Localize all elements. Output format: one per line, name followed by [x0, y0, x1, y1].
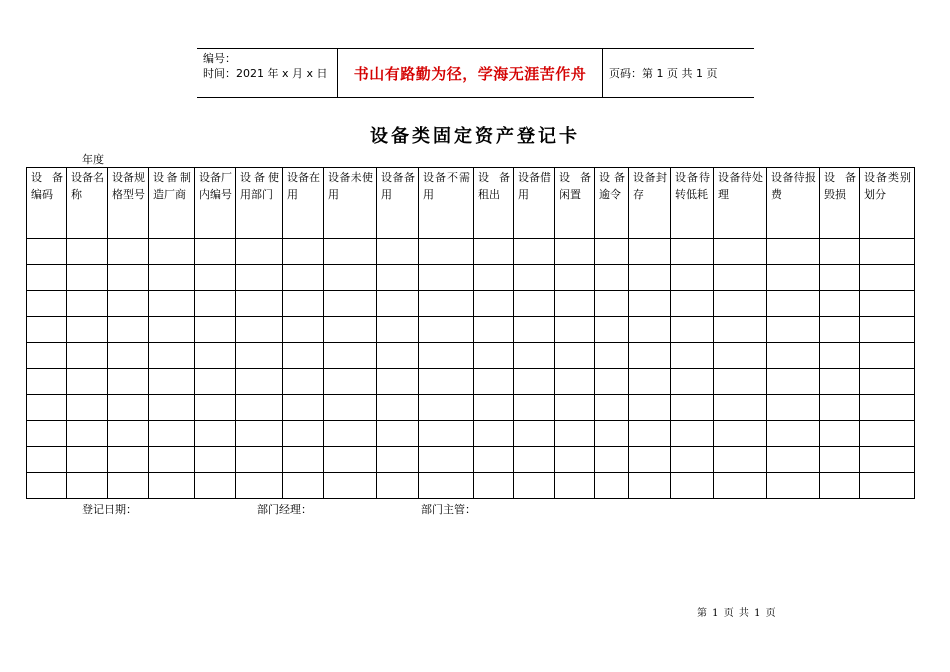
column-header-label: 设备借用: [518, 171, 551, 201]
table-cell[interactable]: [324, 421, 377, 447]
table-cell[interactable]: [860, 343, 915, 369]
table-cell[interactable]: [195, 447, 236, 473]
document-header: [197, 48, 754, 98]
table-cell[interactable]: [236, 343, 283, 369]
table-cell[interactable]: [236, 317, 283, 343]
table-cell[interactable]: [236, 291, 283, 317]
table-cell[interactable]: [27, 265, 67, 291]
table-cell[interactable]: [474, 265, 514, 291]
table-cell[interactable]: [767, 369, 820, 395]
table-cell[interactable]: [67, 421, 108, 447]
table-cell[interactable]: [555, 447, 595, 473]
table-cell[interactable]: [514, 395, 555, 421]
column-header-label: 设备制造厂商: [153, 171, 191, 201]
table-cell[interactable]: [714, 395, 767, 421]
table-cell[interactable]: [27, 291, 67, 317]
table-cell[interactable]: [714, 317, 767, 343]
table-cell[interactable]: [820, 343, 860, 369]
column-header: [27, 168, 67, 239]
table-cell[interactable]: [324, 395, 377, 421]
table-cell[interactable]: [283, 447, 324, 473]
table-cell[interactable]: [629, 317, 671, 343]
table-cell[interactable]: [324, 447, 377, 473]
column-header: [283, 168, 324, 239]
table-cell[interactable]: [767, 421, 820, 447]
table-cell[interactable]: [671, 291, 714, 317]
table-cell[interactable]: [324, 369, 377, 395]
table-cell[interactable]: [108, 395, 149, 421]
column-header: [820, 168, 860, 239]
table-cell[interactable]: [419, 421, 474, 447]
table-cell[interactable]: [283, 239, 324, 265]
table-cell[interactable]: [108, 343, 149, 369]
table-row: [27, 447, 915, 473]
table-cell[interactable]: [514, 447, 555, 473]
column-header: [671, 168, 714, 239]
table-cell[interactable]: [714, 291, 767, 317]
table-cell[interactable]: [714, 343, 767, 369]
table-row: [27, 369, 915, 395]
table-cell[interactable]: [108, 369, 149, 395]
table-cell[interactable]: [377, 291, 419, 317]
table-cell[interactable]: [474, 239, 514, 265]
table-cell[interactable]: [514, 343, 555, 369]
table-cell[interactable]: [324, 291, 377, 317]
table-cell[interactable]: [27, 369, 67, 395]
table-cell[interactable]: [419, 369, 474, 395]
table-cell[interactable]: [820, 473, 860, 499]
table-cell[interactable]: [419, 343, 474, 369]
table-cell[interactable]: [671, 369, 714, 395]
table-cell[interactable]: [108, 421, 149, 447]
table-cell[interactable]: [514, 421, 555, 447]
table-cell[interactable]: [595, 343, 629, 369]
table-cell[interactable]: [514, 369, 555, 395]
page-info: 页码：第 1 页 共 1 页: [609, 67, 718, 80]
table-cell[interactable]: [820, 239, 860, 265]
table-cell[interactable]: [595, 291, 629, 317]
table-cell[interactable]: [820, 265, 860, 291]
table-cell[interactable]: [283, 343, 324, 369]
table-cell[interactable]: [377, 395, 419, 421]
table-cell[interactable]: [283, 317, 324, 343]
table-cell[interactable]: [419, 395, 474, 421]
table-body: [27, 239, 915, 499]
table-cell[interactable]: [714, 369, 767, 395]
table-cell[interactable]: [595, 239, 629, 265]
table-cell[interactable]: [514, 265, 555, 291]
table-cell[interactable]: [67, 317, 108, 343]
table-cell[interactable]: [324, 473, 377, 499]
table-cell[interactable]: [149, 343, 195, 369]
table-cell[interactable]: [108, 239, 149, 265]
table-cell[interactable]: [324, 265, 377, 291]
table-cell[interactable]: [820, 317, 860, 343]
table-cell[interactable]: [671, 473, 714, 499]
table-cell[interactable]: [629, 447, 671, 473]
column-header: [149, 168, 195, 239]
table-cell[interactable]: [555, 239, 595, 265]
table-cell[interactable]: [195, 395, 236, 421]
table-cell[interactable]: [820, 291, 860, 317]
dept-manager-label: 部门经理：: [257, 503, 312, 516]
column-header: [767, 168, 820, 239]
table-cell[interactable]: [629, 343, 671, 369]
column-header: [108, 168, 149, 239]
table-cell[interactable]: [555, 265, 595, 291]
table-cell[interactable]: [555, 421, 595, 447]
dept-supervisor-label: 部门主管：: [421, 503, 476, 516]
table-cell[interactable]: [714, 239, 767, 265]
table-cell[interactable]: [195, 473, 236, 499]
table-cell[interactable]: [629, 239, 671, 265]
column-header-label: 设备备用: [381, 171, 415, 201]
table-cell[interactable]: [671, 421, 714, 447]
column-header-label: 设备待报费: [771, 171, 816, 201]
table-cell[interactable]: [474, 369, 514, 395]
table-cell[interactable]: [324, 317, 377, 343]
table-cell[interactable]: [377, 421, 419, 447]
register-date-label: 登记日期：: [82, 503, 137, 516]
column-header: [195, 168, 236, 239]
column-header-label: 设备待转低耗: [675, 171, 710, 201]
column-header-label: 设备逾令: [599, 171, 625, 201]
table-cell[interactable]: [419, 447, 474, 473]
table-cell[interactable]: [377, 239, 419, 265]
table-cell[interactable]: [860, 239, 915, 265]
table-row: [27, 421, 915, 447]
table-cell[interactable]: [108, 447, 149, 473]
table-cell[interactable]: [767, 343, 820, 369]
table-cell[interactable]: [860, 421, 915, 447]
table-cell[interactable]: [860, 473, 915, 499]
table-cell[interactable]: [149, 473, 195, 499]
table-cell[interactable]: [236, 447, 283, 473]
table-cell[interactable]: [595, 421, 629, 447]
table-cell[interactable]: [860, 447, 915, 473]
table-cell[interactable]: [555, 395, 595, 421]
table-cell[interactable]: [236, 369, 283, 395]
table-cell[interactable]: [820, 421, 860, 447]
table-cell[interactable]: [377, 343, 419, 369]
table-cell[interactable]: [595, 447, 629, 473]
column-header-label: 设备编码: [31, 171, 63, 201]
year-label: 年度: [82, 153, 104, 166]
table-cell[interactable]: [474, 447, 514, 473]
table-cell[interactable]: [67, 473, 108, 499]
table-row: [27, 317, 915, 343]
table-cell[interactable]: [555, 369, 595, 395]
table-cell[interactable]: [474, 343, 514, 369]
table-cell[interactable]: [514, 317, 555, 343]
table-cell[interactable]: [67, 291, 108, 317]
table-cell[interactable]: [714, 447, 767, 473]
table-cell[interactable]: [629, 369, 671, 395]
column-header: [629, 168, 671, 239]
column-header: [595, 168, 629, 239]
table-cell[interactable]: [27, 421, 67, 447]
table-cell[interactable]: [236, 473, 283, 499]
column-header-label: 设备封存: [633, 171, 667, 201]
table-cell[interactable]: [714, 421, 767, 447]
table-row: [27, 343, 915, 369]
table-cell[interactable]: [108, 265, 149, 291]
table-cell[interactable]: [419, 265, 474, 291]
table-cell[interactable]: [474, 395, 514, 421]
table-cell[interactable]: [514, 473, 555, 499]
table-row: [27, 291, 915, 317]
column-header-label: 设备厂内编号: [199, 171, 232, 201]
table-cell[interactable]: [236, 239, 283, 265]
time-label: 时间：2021 年 x 月 x 日: [203, 67, 328, 80]
table-cell[interactable]: [236, 265, 283, 291]
column-header: [555, 168, 595, 239]
table-cell[interactable]: [67, 343, 108, 369]
column-header: [514, 168, 555, 239]
column-header-label: 设备待处理: [718, 171, 763, 201]
header-meta: [203, 51, 328, 81]
table-cell[interactable]: [324, 239, 377, 265]
column-header-label: 设备未使用: [328, 171, 373, 201]
page-title: 设备类固定资产登记卡: [370, 126, 580, 147]
table-cell[interactable]: [149, 369, 195, 395]
table-cell[interactable]: [671, 239, 714, 265]
column-header-label: 设备不需用: [423, 171, 470, 201]
table-cell[interactable]: [195, 421, 236, 447]
table-cell[interactable]: [595, 369, 629, 395]
table-cell[interactable]: [27, 447, 67, 473]
column-header: [236, 168, 283, 239]
table-cell[interactable]: [27, 395, 67, 421]
column-header: [67, 168, 108, 239]
table-cell[interactable]: [283, 473, 324, 499]
column-header-label: 设备在用: [287, 171, 320, 201]
table-cell[interactable]: [149, 239, 195, 265]
table-cell[interactable]: [514, 239, 555, 265]
table-cell[interactable]: [67, 265, 108, 291]
table-cell[interactable]: [820, 447, 860, 473]
table-cell[interactable]: [283, 265, 324, 291]
table-cell[interactable]: [324, 343, 377, 369]
table-cell[interactable]: [419, 473, 474, 499]
header-row: [27, 168, 915, 239]
slogan: 书山有路勤为径，学海无涯苦作舟: [337, 49, 603, 97]
column-header: [419, 168, 474, 239]
table-cell[interactable]: [67, 447, 108, 473]
table-cell[interactable]: [595, 473, 629, 499]
table-cell[interactable]: [195, 317, 236, 343]
column-header-label: 设备类别划分: [864, 171, 911, 201]
table-cell[interactable]: [419, 239, 474, 265]
table-cell[interactable]: [555, 291, 595, 317]
table-cell[interactable]: [27, 239, 67, 265]
table-cell[interactable]: [149, 447, 195, 473]
number-label: 编号：: [203, 52, 236, 65]
table-cell[interactable]: [27, 473, 67, 499]
column-header: [377, 168, 419, 239]
table-cell[interactable]: [767, 447, 820, 473]
page-footer: 第 1 页 共 1 页: [697, 608, 777, 619]
column-header-label: 设备使用部门: [240, 171, 279, 201]
table-cell[interactable]: [767, 317, 820, 343]
table-cell[interactable]: [595, 395, 629, 421]
table-cell[interactable]: [474, 473, 514, 499]
table-row: [27, 239, 915, 265]
table-cell[interactable]: [767, 265, 820, 291]
table-cell[interactable]: [195, 239, 236, 265]
column-header-label: 设备规格型号: [112, 171, 145, 201]
table-cell[interactable]: [820, 395, 860, 421]
table-cell[interactable]: [108, 291, 149, 317]
table-cell[interactable]: [149, 395, 195, 421]
register-table: [26, 167, 915, 499]
table-cell[interactable]: [671, 317, 714, 343]
table-cell[interactable]: [671, 265, 714, 291]
table-cell[interactable]: [419, 317, 474, 343]
table-cell[interactable]: [149, 421, 195, 447]
column-header-label: 设备名称: [71, 171, 104, 201]
table-cell[interactable]: [283, 421, 324, 447]
table-cell[interactable]: [108, 473, 149, 499]
table-cell[interactable]: [671, 447, 714, 473]
table-cell[interactable]: [236, 395, 283, 421]
table-cell[interactable]: [555, 473, 595, 499]
table-cell[interactable]: [860, 291, 915, 317]
table-cell[interactable]: [671, 395, 714, 421]
table-cell[interactable]: [377, 369, 419, 395]
table-cell[interactable]: [149, 265, 195, 291]
table-cell[interactable]: [767, 395, 820, 421]
table-cell[interactable]: [283, 395, 324, 421]
table-cell[interactable]: [236, 421, 283, 447]
column-header-label: 设备租出: [478, 171, 510, 201]
table-cell[interactable]: [860, 395, 915, 421]
table-cell[interactable]: [860, 265, 915, 291]
table-cell[interactable]: [671, 343, 714, 369]
table-row: [27, 265, 915, 291]
table-cell[interactable]: [377, 265, 419, 291]
table-cell[interactable]: [767, 239, 820, 265]
table-row: [27, 473, 915, 499]
table-cell[interactable]: [195, 265, 236, 291]
column-header-label: 设备闲置: [559, 171, 591, 201]
table-cell[interactable]: [860, 317, 915, 343]
table-cell[interactable]: [629, 265, 671, 291]
column-header-label: 设备毁损: [824, 171, 856, 201]
table-cell[interactable]: [377, 447, 419, 473]
table-cell[interactable]: [149, 317, 195, 343]
table-cell[interactable]: [629, 291, 671, 317]
table-cell[interactable]: [629, 473, 671, 499]
table-cell[interactable]: [629, 421, 671, 447]
table-cell[interactable]: [419, 291, 474, 317]
table-cell[interactable]: [195, 343, 236, 369]
table-cell[interactable]: [67, 369, 108, 395]
table-cell[interactable]: [820, 369, 860, 395]
table-row: [27, 395, 915, 421]
table-cell[interactable]: [767, 473, 820, 499]
table-cell[interactable]: [67, 395, 108, 421]
table-cell[interactable]: [27, 317, 67, 343]
table-cell[interactable]: [283, 291, 324, 317]
table-cell[interactable]: [714, 265, 767, 291]
table-cell[interactable]: [108, 317, 149, 343]
table-cell[interactable]: [149, 291, 195, 317]
table-cell[interactable]: [714, 473, 767, 499]
table-cell[interactable]: [474, 317, 514, 343]
table-cell[interactable]: [767, 291, 820, 317]
table-cell[interactable]: [555, 317, 595, 343]
table-cell[interactable]: [629, 395, 671, 421]
table-cell[interactable]: [377, 317, 419, 343]
table-cell[interactable]: [474, 291, 514, 317]
column-header: [860, 168, 915, 239]
table-cell[interactable]: [595, 317, 629, 343]
table-cell[interactable]: [27, 343, 67, 369]
table-cell[interactable]: [67, 239, 108, 265]
column-header: [714, 168, 767, 239]
table-cell[interactable]: [377, 473, 419, 499]
table-cell[interactable]: [860, 369, 915, 395]
column-header: [324, 168, 377, 239]
table-cell[interactable]: [595, 265, 629, 291]
table-cell[interactable]: [555, 343, 595, 369]
table-cell[interactable]: [474, 421, 514, 447]
table-cell[interactable]: [514, 291, 555, 317]
table-cell[interactable]: [283, 369, 324, 395]
table-cell[interactable]: [195, 369, 236, 395]
table-cell[interactable]: [195, 291, 236, 317]
column-header: [474, 168, 514, 239]
